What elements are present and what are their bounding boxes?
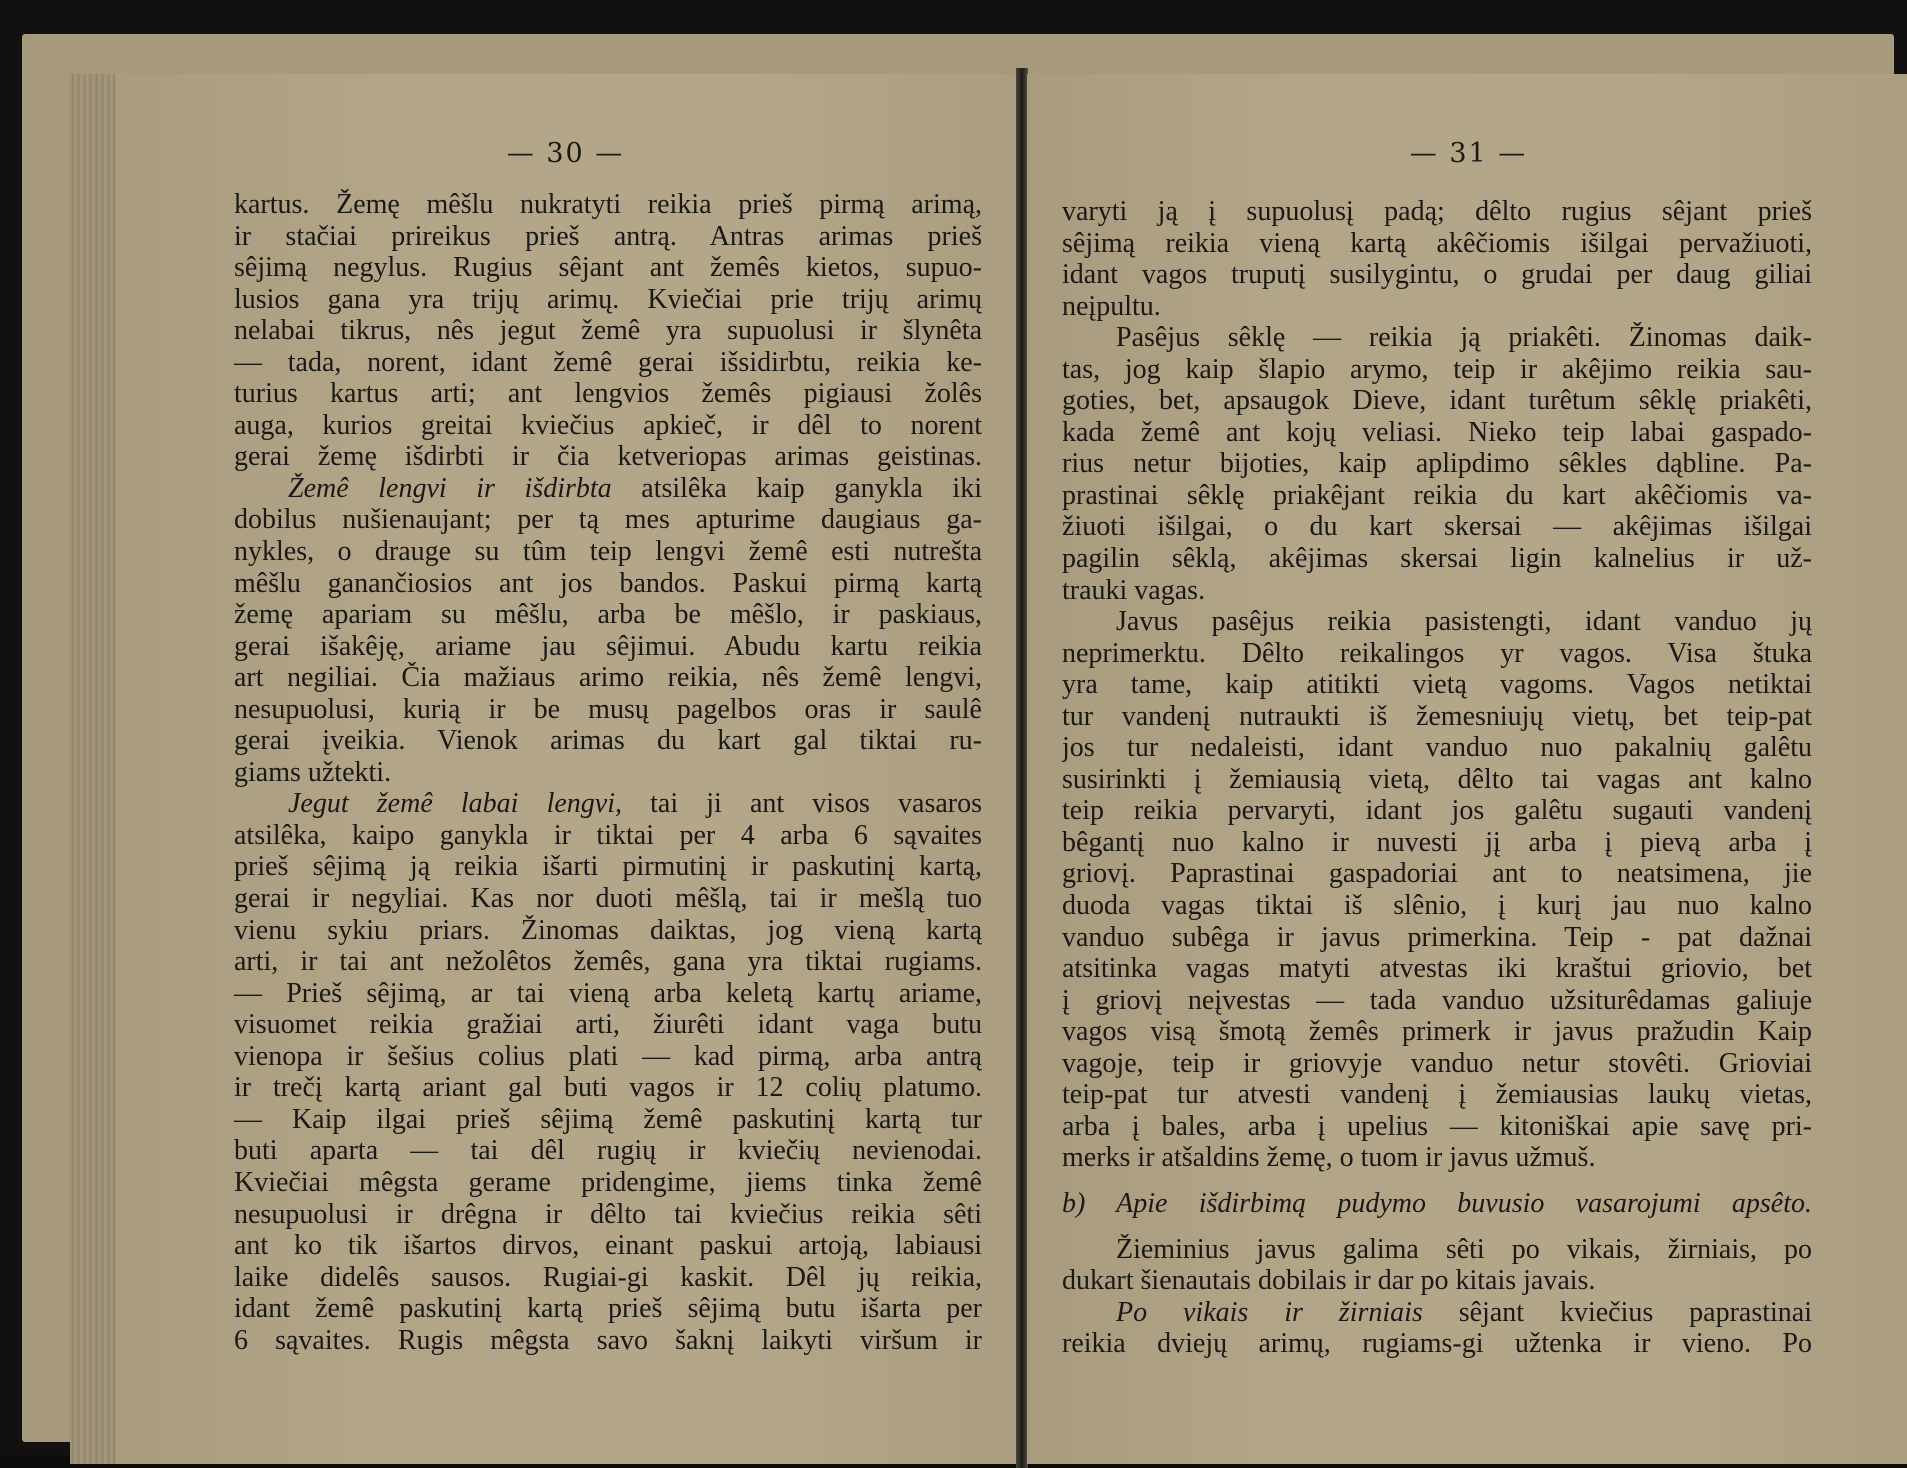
text-run: Javus pasêjus reikia pasistengti, idant vanduo jų [1116, 606, 1812, 638]
text-run: Kviečiai mêgsta gerame pridengime, jiems tinka žemê [234, 1166, 982, 1198]
text-run: reikia dviejų arimų, rugiams-gi užtenka ir vieno. Po [1062, 1328, 1812, 1360]
text-run: atsitinka vagas matyti atvestas iki kraštui griovio, bet [1062, 953, 1812, 985]
text-run: gerai žemę išdirbti ir čia ketveriopas arimas geistinas. [234, 441, 982, 473]
text-run: laike didelês sausos. Rugiai-gi kaskit. Dêl jų reikia, [234, 1261, 982, 1293]
text-run: dobilus nušienaujant; per tą mes apturime daugiaus ga- [234, 504, 982, 536]
text-run: trauki vagas. [1062, 574, 1206, 606]
text-line [1062, 795, 1812, 827]
page-number-right: — 31 — [1409, 138, 1528, 169]
right-page-section-paragraphs [1062, 1234, 1812, 1360]
italic-term: Po vikais ir žirniais [1116, 1296, 1423, 1328]
text-line [1062, 228, 1812, 260]
text-line [234, 536, 982, 568]
text-line [234, 1041, 982, 1073]
text-line [1062, 922, 1812, 954]
text-run: žemę apariam su mêšlu, arba be mêšlo, ir paskiaus, [234, 599, 982, 631]
text-line [234, 599, 982, 631]
right-page-paragraphs [1062, 196, 1812, 1174]
text-run: merks ir atšaldins žemę, o tuom ir javus užmuš. [1062, 1142, 1596, 1174]
text-line [1062, 858, 1812, 890]
text-run: į griovį neįvestas — tada vanduo užsiturêdamas galiuje [1062, 984, 1812, 1016]
text-line [1062, 1328, 1812, 1360]
text-line [1062, 385, 1812, 417]
text-run: sêjant kviečius paprastinai [1422, 1296, 1812, 1328]
text-line [1062, 575, 1812, 607]
text-run: art negiliai. Čia mažiaus arimo reikia, nês žemê lengvi, [234, 662, 982, 694]
text-line [1062, 1016, 1812, 1048]
text-line [234, 1072, 982, 1104]
text-line [234, 757, 982, 789]
text-run: — Kaip ilgai prieš sêjimą žemê paskutinį kartą tur [234, 1103, 982, 1135]
text-line [234, 946, 982, 978]
text-line [234, 851, 982, 883]
italic-term: Jegut žemê labai lengvi, [288, 788, 622, 820]
page-edges [70, 74, 116, 1464]
text-line [234, 725, 982, 757]
text-line [234, 1199, 982, 1231]
text-run: 6 sąvaites. Rugis mêgsta savo šaknį laikyti viršum ir [234, 1324, 982, 1356]
text-run: ir trečį kartą ariant gal buti vagos ir 12 colių platumo. [234, 1072, 982, 1104]
text-line [234, 1230, 982, 1262]
text-line [234, 978, 982, 1010]
text-run: visuomet reikia gražiai arti, žiurêti idant vaga butu [234, 1009, 982, 1041]
page-number-left: — 30 — [506, 138, 625, 169]
text-run: dukart šienautais dobilais ir dar po kitais javais. [1062, 1265, 1596, 1297]
text-run: idant žemê paskutinį kartą prieš sêjimą butu išarta per [234, 1293, 982, 1325]
text-run: goties, bet, apsaugok Dieve, idant turêtum sêklę priakêti, [1062, 385, 1812, 417]
text-run: vagos visą šmotą žemês primerk ir javus pražudin Kaip [1062, 1016, 1812, 1048]
text-line [234, 284, 982, 316]
left-page-body [234, 189, 982, 1356]
italic-term: Žemê lengvi ir išdirbta [288, 472, 612, 504]
text-run: giams užtekti. [234, 756, 392, 788]
text-line [1062, 511, 1812, 543]
text-line [234, 504, 982, 536]
text-run: duoda vagas tiktai iš slênio, į kurį jau nuo kalno [1062, 890, 1812, 922]
text-run: Žieminius javus galima sêti po vikais, žirniais, po [1116, 1233, 1812, 1265]
text-line [1062, 669, 1812, 701]
text-line [234, 788, 982, 820]
text-line [1062, 953, 1812, 985]
text-line [1062, 259, 1812, 291]
text-line [234, 1009, 982, 1041]
text-run: — Prieš sêjimą, ar tai vieną arba keletą kartų ariame, [234, 977, 982, 1009]
text-run: vagoje, teip ir griovyje vanduo netur stovêti. Grioviai [1062, 1047, 1812, 1079]
text-run: turius kartus arti; ant lengvios žemês pigiausi žolês [234, 378, 982, 410]
text-run: gerai išakêję, ariame jau sêjimui. Abudu kartu reikia [234, 630, 982, 662]
text-line [1062, 1234, 1812, 1266]
text-line [1062, 1297, 1812, 1329]
right-page-body [1062, 196, 1812, 1360]
text-run: gerai ir negyliai. Kas nor duoti mêšlą, tai ir mešlą tuo [234, 883, 982, 915]
text-line [234, 662, 982, 694]
text-run: ant ko tik išartos dirvos, einant paskui artoją, labiausi [234, 1230, 982, 1262]
text-run: nesupuolusi ir drêgna ir dêlto tai kviečius reikia sêti [234, 1198, 982, 1230]
text-line [1062, 196, 1812, 228]
text-line [1062, 1265, 1812, 1297]
text-line [234, 1325, 982, 1357]
text-line [234, 347, 982, 379]
text-line [1062, 732, 1812, 764]
text-line [1062, 985, 1812, 1017]
text-run: varyti ją į supuolusį padą; dêlto rugius sêjant prieš [1062, 196, 1812, 227]
text-run: jos tur nedaleisti, idant vanduo nuo pakalnių galêtu [1062, 732, 1812, 764]
text-run: prieš sêjimą ją reikia išarti pirmutinį ir paskutinį kartą, [234, 851, 982, 883]
text-run: idant vagos truputį susilygintu, o grudai per daug giliai [1062, 259, 1812, 291]
text-line [1062, 638, 1812, 670]
text-line [234, 568, 982, 600]
text-line [1062, 701, 1812, 733]
text-line [234, 915, 982, 947]
text-run: Pasêjus sêklę — reikia ją priakêti. Žinomas daik- [1116, 322, 1812, 354]
text-line [1062, 1048, 1812, 1080]
text-run: yra tame, kaip atitikti vietą vagoms. Vagos netiktai [1062, 669, 1812, 701]
text-line [234, 1167, 982, 1199]
text-run: sêjimą reikia vieną kartą akêčiomis išilgai pervažiuoti, [1062, 227, 1812, 259]
text-line [234, 221, 982, 253]
text-line [1062, 448, 1812, 480]
text-run: auga, kurios greitai kviečius apkieč, ir dêl to norent [234, 409, 982, 441]
text-line [1062, 322, 1812, 354]
text-run: teip-pat tur atvesti vandenį į žemiausias laukų vietas, [1062, 1079, 1812, 1111]
text-run: pagilin sêklą, akêjimas skersai ligin kalnelius ir už- [1062, 543, 1812, 575]
left-page [114, 74, 1016, 1464]
text-line [1062, 480, 1812, 512]
text-run: — tada, norent, idant žemê gerai išsidirbtu, reikia ke- [234, 346, 982, 378]
text-run: kartus. Žemę mêšlu nukratyti reikia prieš pirmą arimą, [234, 189, 982, 220]
text-line [1062, 354, 1812, 386]
text-run: vanduo subêga ir javus primerkina. Teip - pat dažnai [1062, 921, 1812, 953]
text-line [234, 378, 982, 410]
text-run: nelabai tikrus, nês jegut žemê yra supuolusi ir šlynêta [234, 315, 982, 347]
text-line [234, 252, 982, 284]
text-run: arba į bales, arba į upelius — kitoniškai apie savę pri- [1062, 1110, 1812, 1142]
text-line [234, 189, 982, 221]
text-run: atsilêka kaip ganykla iki [611, 472, 982, 504]
text-run: tai ji ant visos vasaros [622, 788, 982, 820]
text-run: mêšlu ganančiosios ant jos bandos. Paskui pirmą kartą [234, 567, 982, 599]
text-line [234, 1104, 982, 1136]
text-run: arti, ir tai ant nežolêtos žemês, gana yra tiktai rugiams. [234, 946, 982, 978]
text-line [1062, 764, 1812, 796]
text-line [234, 473, 982, 505]
text-run: tur vandenį nutraukti iš žemesniujų vietų, bet teip-pat [1062, 700, 1812, 732]
text-line [1062, 1111, 1812, 1143]
text-line [1062, 827, 1812, 859]
text-line [234, 1135, 982, 1167]
text-run: griovį. Paprastinai gaspadoriai ant to neatsimena, jie [1062, 858, 1812, 890]
text-line [1062, 606, 1812, 638]
text-run: kada žemê ant kojų veliasi. Nieko teip labai gaspado- [1062, 416, 1812, 448]
text-run: gerai įveikia. Vienok arimas du kart gal tiktai ru- [234, 725, 982, 757]
text-run: nykles, o drauge su tûm teip lengvi žemê esti nutrešta [234, 536, 982, 568]
right-page [1027, 74, 1907, 1464]
text-line [234, 1262, 982, 1294]
text-run: atsilêka, kaipo ganykla ir tiktai per 4 arba 6 sąvaites [234, 819, 982, 851]
text-run: neįpultu. [1062, 290, 1161, 322]
text-line [1062, 1142, 1812, 1174]
text-run: prastinai sêklę priakêjant reikia du kart akêčiomis va- [1062, 479, 1812, 511]
text-line [1062, 543, 1812, 575]
text-run: vienu sykiu priars. Žinomas daiktas, jog vieną kartą [234, 914, 982, 946]
text-line [234, 694, 982, 726]
text-line [1062, 1079, 1812, 1111]
section-heading: b) Apie išdirbimą pudymo buvusio vasarojumi apsêto. [1062, 1187, 1812, 1219]
text-run: neprimerktu. Dêlto reikalingos yr vagos. Visa štuka [1062, 637, 1812, 669]
text-line [1062, 890, 1812, 922]
text-run: susirinkti į žemiausią vietą, dêlto tai vagas ant kalno [1062, 763, 1812, 795]
text-line [234, 1293, 982, 1325]
text-run: nesupuolusi, kurią ir be musų pagelbos oras ir saulê [234, 693, 982, 725]
text-line [1062, 417, 1812, 449]
text-line [234, 410, 982, 442]
text-line [234, 820, 982, 852]
text-run: tas, jog kaip šlapio arymo, teip ir akêjimo reikia sau- [1062, 353, 1812, 385]
text-line [234, 315, 982, 347]
text-line [234, 631, 982, 663]
book-spread [22, 34, 1894, 1442]
text-run: teip reikia pervaryti, idant jos galêtu sugauti vandenį [1062, 795, 1812, 827]
text-run: sêjimą negylus. Rugius sêjant ant žemês kietos, supuo- [234, 252, 982, 284]
text-run: vienopa ir šešius colius plati — kad pirmą, arba antrą [234, 1040, 982, 1072]
text-run: žiuoti išilgai, o du kart skersai — akêjimas išilgai [1062, 511, 1812, 543]
text-line [1062, 291, 1812, 323]
text-run: rius netur bijoties, kaip aplipdimo sêkles dąbline. Pa- [1062, 448, 1812, 480]
text-line [234, 883, 982, 915]
text-run: ir stačiai prireikus prieš antrą. Antras arimas prieš [234, 220, 982, 252]
text-run: buti aparta — tai dêl rugių ir kviečių nevienodai. [234, 1135, 982, 1167]
text-run: lusios gana yra trijų arimų. Kviečiai prie trijų arimų [234, 283, 982, 315]
text-run: bêgantį nuo kalno ir nuvesti jį arba į pievą arba į [1062, 826, 1812, 858]
text-line [234, 441, 982, 473]
